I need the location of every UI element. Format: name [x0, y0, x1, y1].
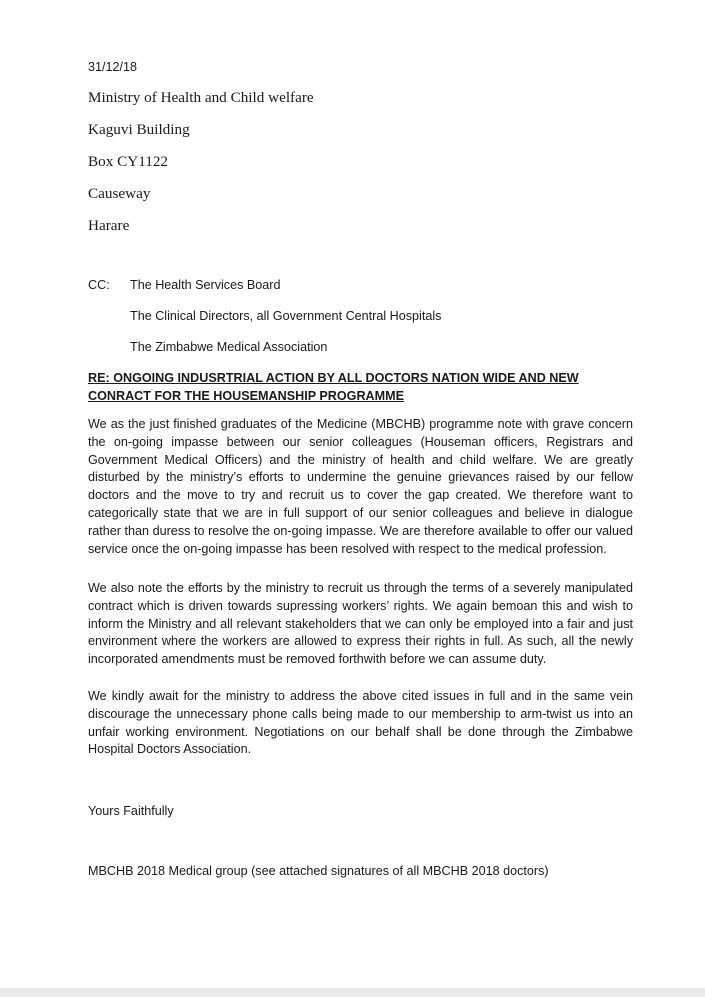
- address-line-ministry: Ministry of Health and Child welfare: [88, 89, 314, 106]
- body-paragraph: We kindly await for the ministry to address the above cited issues in full and in the same vein discourage the unnecessary phone calls being made to our membership to arm-twist us into an unfair working environment. Negotiations on our behalf shall be done through the Zimbabwe Hospital Doctors Association.: [88, 689, 633, 757]
- address-line-box: Box CY1122: [88, 153, 169, 170]
- cc-label: CC:: [88, 278, 110, 292]
- closing-salutation: Yours Faithfully: [88, 804, 174, 818]
- address-line-building: Kaguvi Building: [88, 121, 190, 138]
- cc-recipient: The Clinical Directors, all Government Central Hospitals: [130, 309, 442, 323]
- body-paragraph: We as the just finished graduates of the Medicine (MBCHB) programme note with grave concern the on-going impasse between our senior colleagues (Houseman officers, Registrars and Government Medical Officers) and the ministry of health and child welfare. We are greatly disturbed by the ministry’s efforts to undermine the genuine grievances raised by our fellow doctors and the move to try and recruit us to cover the gap created. We therefore want to categorically state that we are in full support of our senior colleagues and believe in dialogue rather than duress to resolve the on-going impasse. We are therefore available to offer our valued service once the on-going impasse has been resolved with respect to the medical profession.: [88, 417, 633, 556]
- subject-line: RE: ONGOING INDUSRTRIAL ACTION BY ALL DOCTORS NATION WIDE AND NEW CONRACT FOR THE HOUSEMANSHIP PROGRAMME: [88, 371, 579, 403]
- cc-recipient: The Zimbabwe Medical Association: [130, 340, 328, 354]
- address-line-area: Causeway: [88, 185, 151, 202]
- body-paragraph: We also note the efforts by the ministry to recruit us through the terms of a severely manipulated contract which is driven towards supressing workers’ rights. We again bemoan this and wish to inform the Ministry and all relevant stakeholders that we can only be employed into a fair and just environment where the workers are allowed to express their rights in full. As such, all the newly incorporated amendments must be removed forthwith before we can assume duty.: [88, 581, 633, 667]
- letter-date: 31/12/18: [88, 60, 138, 74]
- viewer-bottom-strip: [0, 988, 705, 997]
- cc-recipient: The Health Services Board: [130, 278, 281, 292]
- address-line-city: Harare: [88, 217, 130, 234]
- signature-line: MBCHB 2018 Medical group (see attached signatures of all MBCHB 2018 doctors): [88, 864, 549, 878]
